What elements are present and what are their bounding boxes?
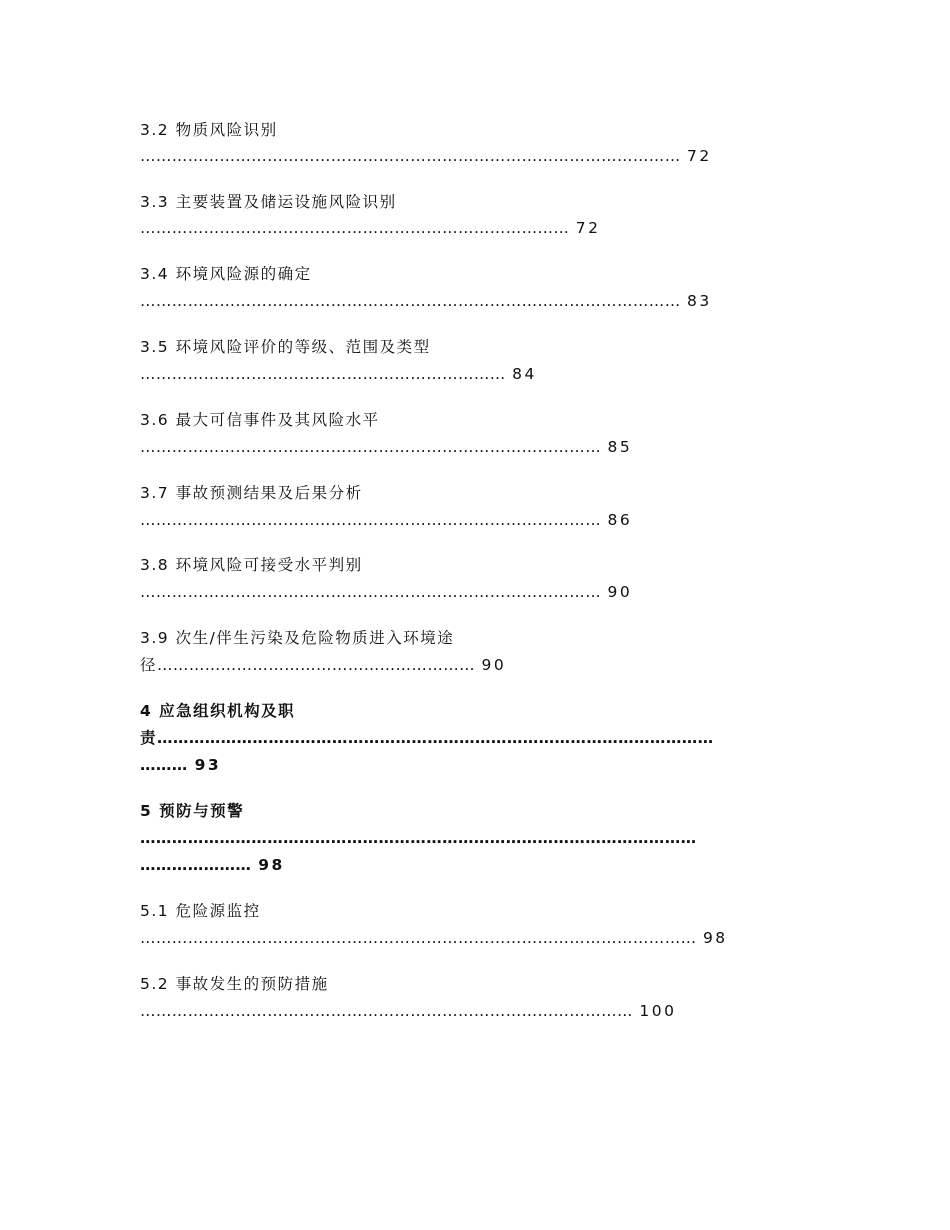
toc-title: 3.6 最大可信事件及其风险水平 [140, 411, 380, 429]
toc-title: 5.2 事故发生的预防措施 [140, 975, 329, 993]
toc-leader-line [140, 364, 537, 384]
dot-leader: …………………………………………………………………………… [140, 583, 602, 601]
dot-leader: ……………………………………………………………………… [140, 219, 570, 237]
dot-leader: ……… [140, 756, 188, 774]
dot-leader: …………………………………………………………………………………………… [140, 829, 697, 847]
page-number: 98 [258, 856, 285, 874]
toc-leader-line-2 [140, 855, 285, 875]
page-number: 98 [702, 929, 728, 947]
toc-leader-line [140, 510, 632, 530]
toc-leader-line [140, 828, 697, 848]
toc-leader-line [140, 728, 714, 748]
toc-leader-line [140, 291, 712, 311]
toc-title: 3.5 环境风险评价的等级、范围及类型 [140, 338, 431, 356]
toc-leader-line [140, 582, 632, 602]
toc-title: 3.7 事故预测结果及后果分析 [140, 484, 363, 502]
toc-title: 3.4 环境风险源的确定 [140, 265, 312, 283]
page-number: 84 [512, 365, 537, 383]
toc-title: 5.1 危险源监控 [140, 902, 261, 920]
page-number: 72 [575, 219, 601, 237]
toc-leader-line [140, 928, 728, 948]
toc-title: 3.2 物质风险识别 [140, 121, 278, 139]
dot-leader: …………………………………………………………………………… [140, 438, 602, 456]
title-continuation: 径 [140, 656, 158, 674]
toc-leader-line [140, 218, 600, 238]
toc-title: 4 应急组织机构及职 [140, 702, 296, 720]
toc-leader-line [140, 437, 632, 457]
toc-title: 3.8 环境风险可接受水平判别 [140, 556, 363, 574]
page-number: 72 [687, 147, 712, 165]
dot-leader: ………………………………………………………………………………………… [140, 292, 681, 310]
page-number: 100 [639, 1002, 677, 1020]
dot-leader: …………………………………………………… [157, 656, 476, 674]
toc-leader-line-2 [140, 755, 221, 775]
toc-leader-line [140, 146, 712, 166]
dot-leader: ………………………………………………………………………………… [140, 1002, 633, 1020]
toc-title: 5 预防与预警 [140, 802, 245, 820]
dot-leader: …………………………………………………………………………………………… [157, 729, 714, 747]
page-number: 83 [687, 292, 712, 310]
toc-title: 3.3 主要装置及储运设施风险识别 [140, 193, 397, 211]
dot-leader: ………………… [140, 856, 252, 874]
toc-title: 3.9 次生/伴生污染及危险物质进入环境途 [140, 629, 455, 647]
page-number: 85 [607, 438, 633, 456]
dot-leader: …………………………………………………………………………………………… [140, 929, 697, 947]
dot-leader: ………………………………………………………………………………………… [140, 147, 681, 165]
page-number: 86 [607, 511, 633, 529]
toc-leader-line [140, 1001, 676, 1021]
page-number: 93 [194, 756, 222, 774]
page-number: 90 [481, 656, 507, 674]
toc-leader-line [140, 655, 506, 675]
dot-leader: …………………………………………………………… [140, 365, 506, 383]
page-number: 90 [607, 583, 633, 601]
dot-leader: …………………………………………………………………………… [140, 511, 602, 529]
title-continuation: 责 [140, 729, 158, 747]
